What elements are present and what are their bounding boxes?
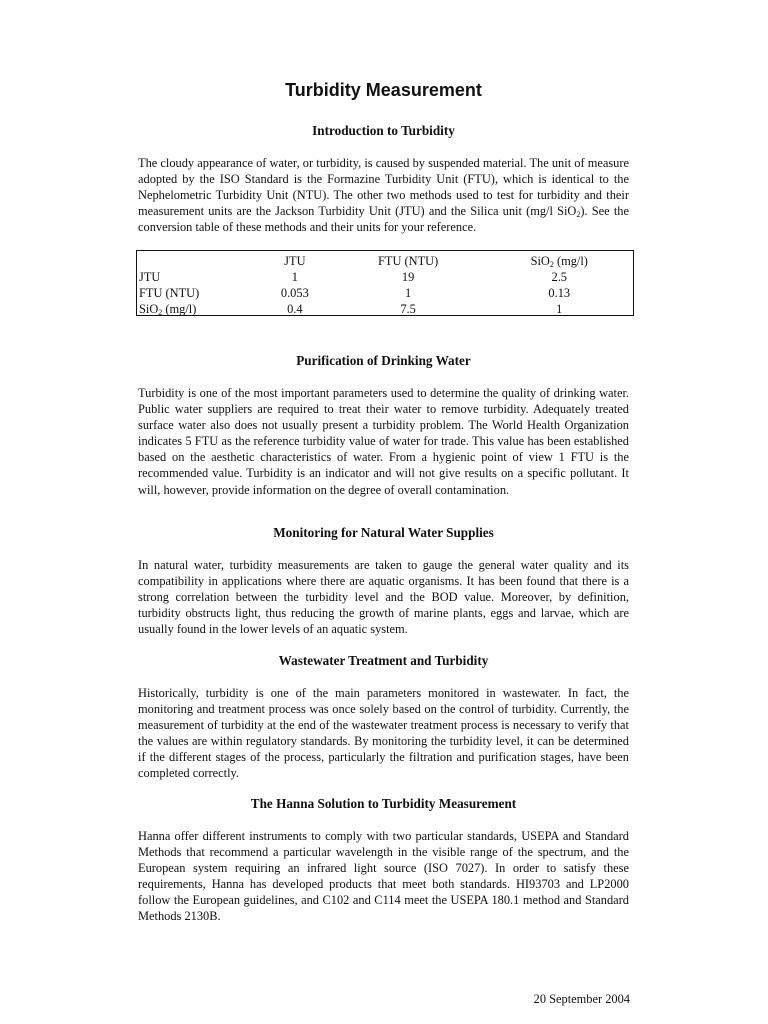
purification-paragraph: Turbidity is one of the most important parameters used to determine the quality of drinking water. Public water suppliers are required to treat their water to remove turbidity. Adequately treated surface water also does not usually present a turbidity problem. The World Health Organization indicates 5 FTU as the reference turbidity value of water for trade. This value has been established based on the aesthetic characteristics of water. From a hygienic point of view 1 FTU is the recommended value. Turbidity is an indicator and will not give results on a specific pollutant. It will, however, provide information on the degree of overall contamination.: [138, 386, 629, 497]
conversion-table: [136, 250, 634, 316]
table-row-label: FTU (NTU): [139, 286, 200, 300]
table-cell: 0.4: [287, 302, 303, 316]
monitoring-heading: Monitoring for Natural Water Supplies: [273, 525, 494, 540]
table-row: [137, 301, 633, 317]
table-cell: 7.5: [400, 302, 416, 316]
table-cell: 2.5: [551, 270, 567, 284]
monitoring-paragraph: In natural water, turbidity measurements are taken to gauge the general water quality and its compatibility in applications where there are aquatic organisms. It has been found that there is a strong correlation between the turbidity level and the BOD value. Moreover, by definition, turbidity obstructs light, thus reducing the growth of marine plants, eggs and larvae, which are usually found in the lower levels of an aquatic system.: [138, 558, 629, 637]
table-cell: 1: [556, 302, 563, 316]
table-row: [137, 285, 633, 301]
purification-heading: Purification of Drinking Water: [296, 353, 471, 368]
table-cell: 1: [291, 270, 298, 284]
wastewater-paragraph: Historically, turbidity is one of the main parameters monitored in wastewater. In fact, the monitoring and treatment process was once solely based on the control of turbidity. Currently, the measurement of turbidity at the end of the wastewater treatment process is necessary to verify that the values are within regulatory standards. By monitoring the turbidity level, it can be determined if the different stages of the process, particularly the filtration and purification stages, have been completed correctly.: [138, 686, 629, 781]
table-row: [137, 269, 633, 285]
document-title: Turbidity Measurement: [285, 80, 482, 100]
table-cell: 0.053: [280, 286, 309, 300]
table-header-row: [137, 253, 633, 269]
table-cell: 19: [401, 270, 415, 284]
table-row-label: SiO$_2$ (mg/l): [139, 302, 197, 317]
wastewater-heading: Wastewater Treatment and Turbidity: [278, 653, 489, 668]
table-row-label: JTU: [139, 270, 161, 284]
table-cell: 1: [405, 286, 412, 300]
table-cell: 0.13: [548, 286, 571, 300]
table-header-jtu: JTU: [284, 254, 306, 268]
hanna-paragraph: Hanna offer different instruments to comply with two particular standards, USEPA and Standard Methods that recommend a particular wavelength in the visible range of the spectrum, and the European system requiring an infrared light source (ISO 7027). In order to satisfy these requirements, Hanna has developed products that meet both standards. HI93703 and LP2000 follow the European guidelines, and C102 and C114 meet the USEPA 180.1 method and Standard Methods 2130B.: [138, 829, 629, 924]
intro-heading: Introduction to Turbidity: [312, 123, 455, 138]
table-header-sio2: SiO$_2$ (mg/l): [530, 254, 588, 269]
table-header-ftu: FTU (NTU): [377, 254, 439, 268]
footer-date: 20 September 2004: [533, 992, 630, 1006]
intro-paragraph: The cloudy appearance of water, or turbidity, is caused by suspended material. The unit of measure adopted by the ISO Standard is the Formazine Turbidity Unit (FTU), which is identical to the Nephelometric Turbidity Unit (NTU). The other two methods used to test for turbidity and their measurement units are the Jackson Turbidity Unit (JTU) and the Silica unit (mg/l SiO$_2$). See the conversion table of these methods and their units for your reference.: [138, 156, 630, 235]
hanna-heading: The Hanna Solution to Turbidity Measurement: [250, 796, 517, 811]
